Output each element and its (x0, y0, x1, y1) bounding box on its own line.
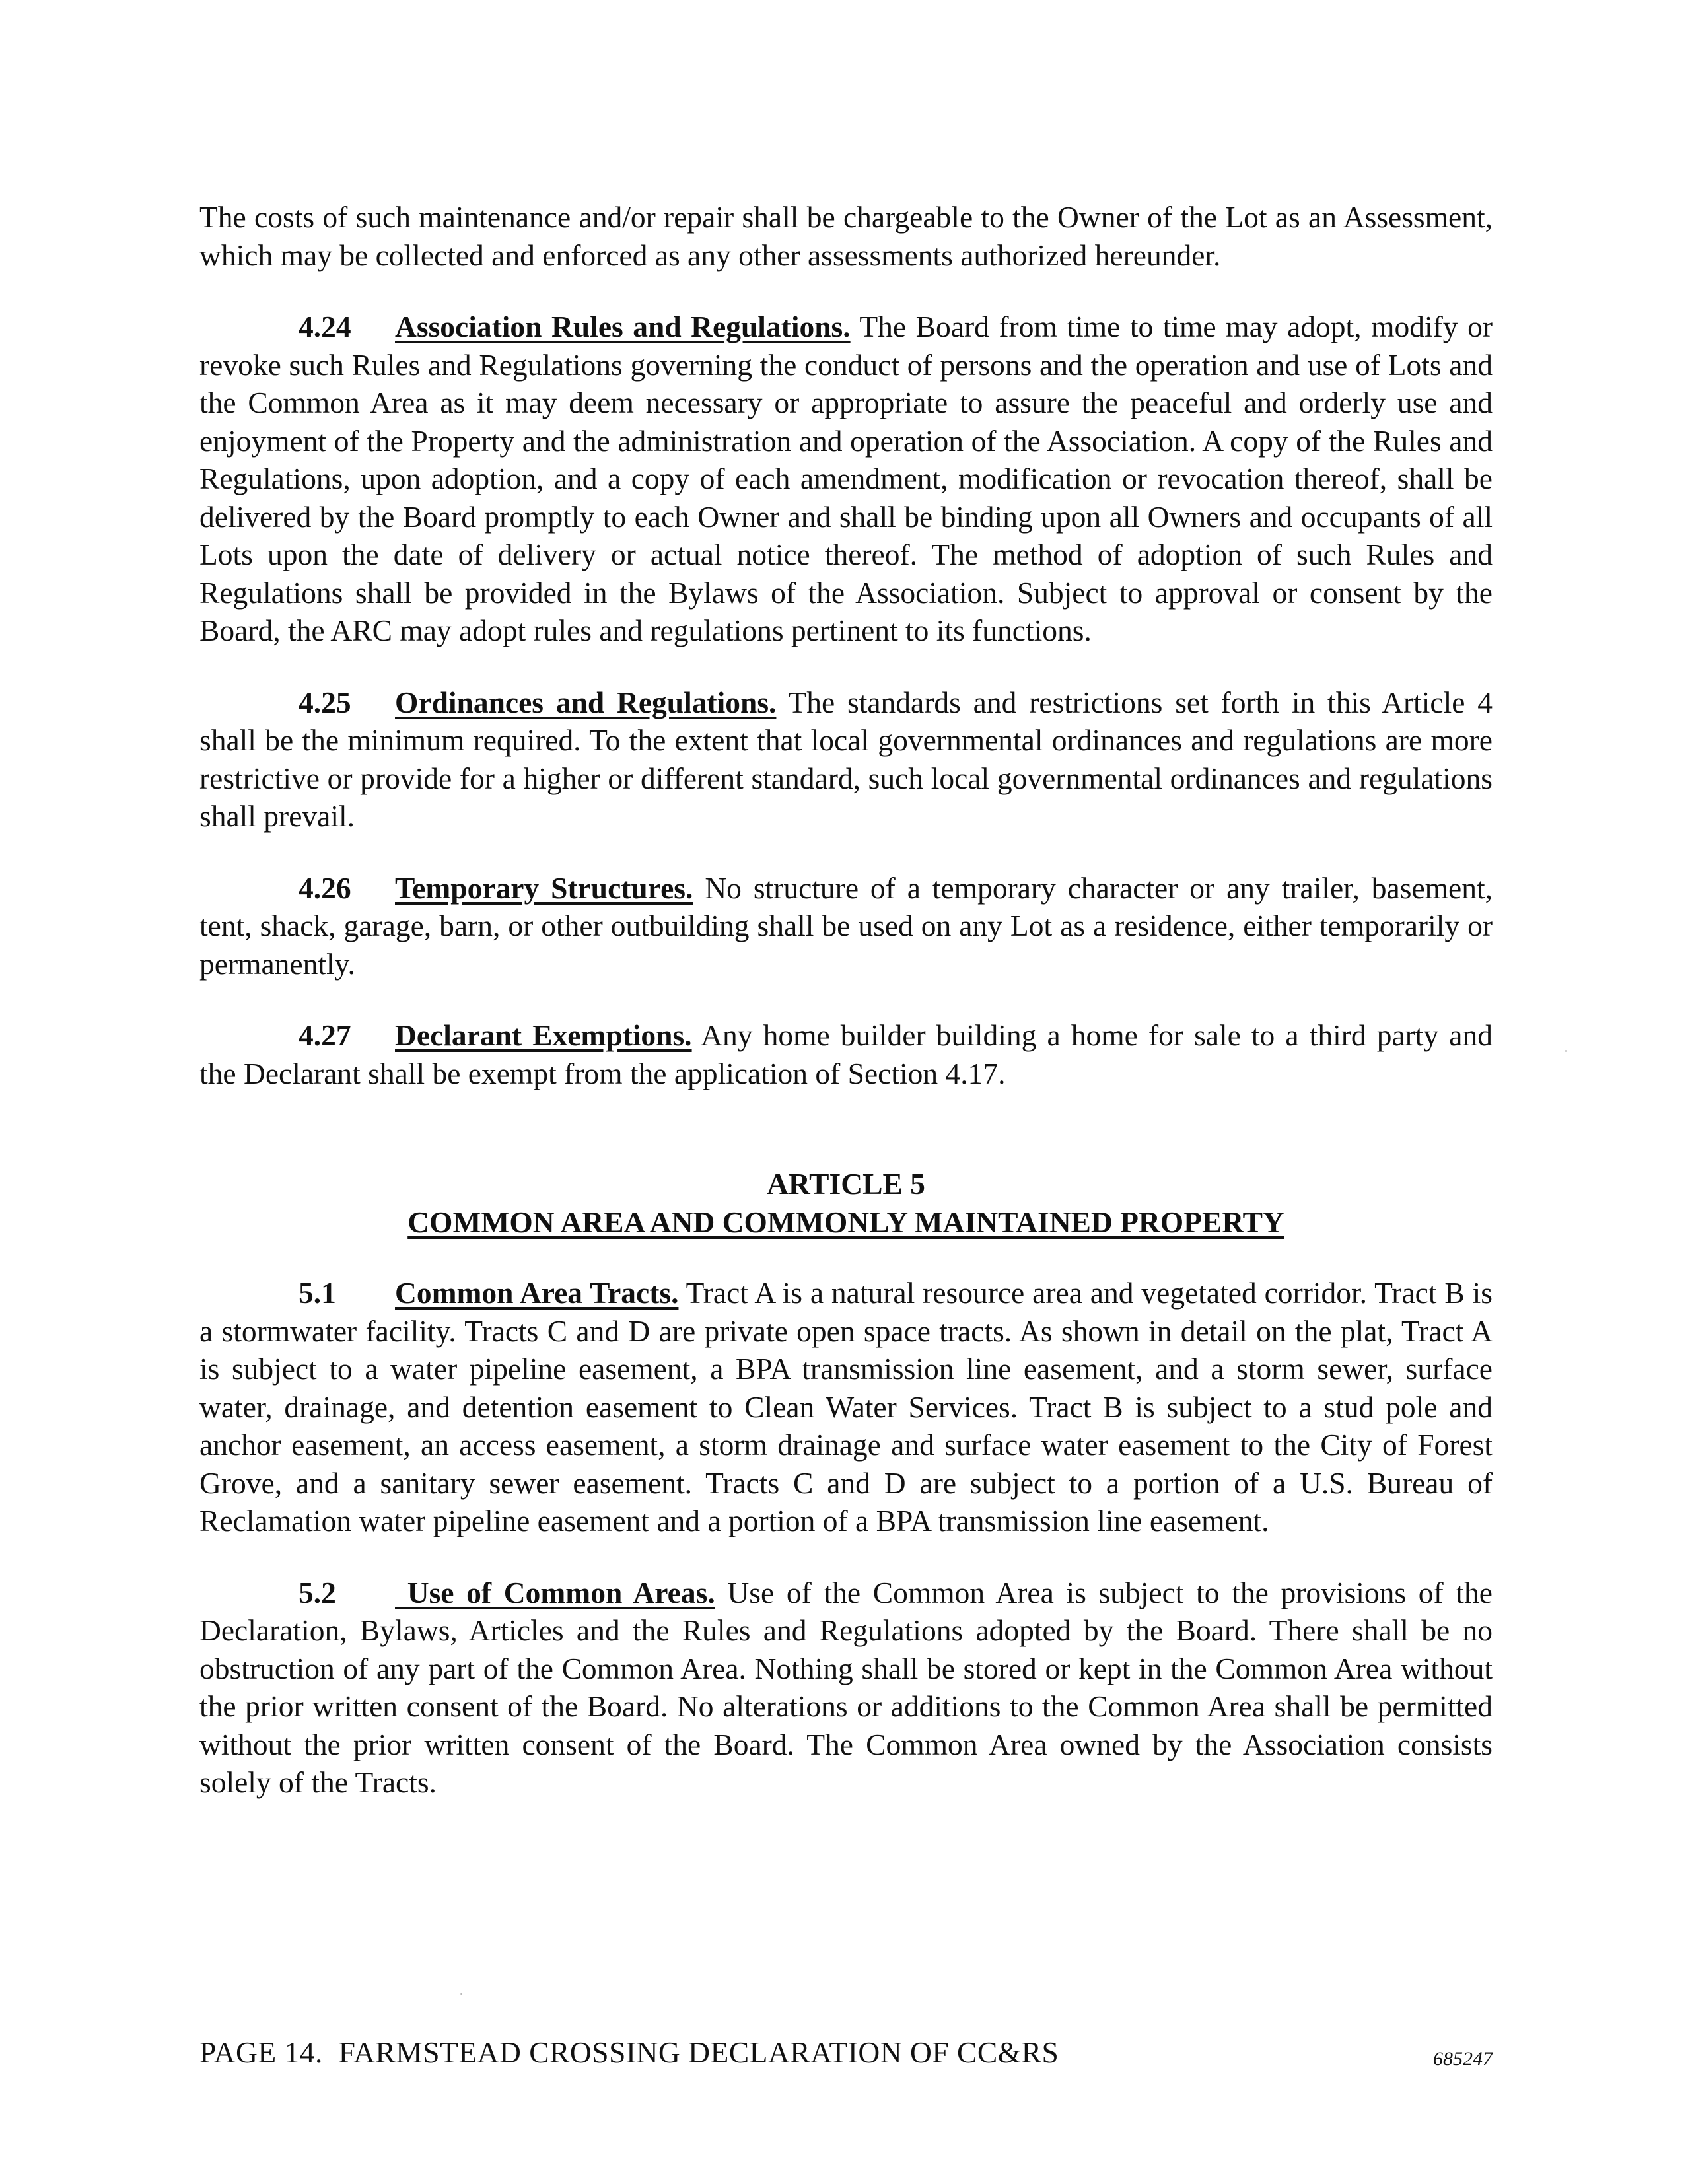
article-heading: ARTICLE 5 (767, 1167, 925, 1201)
section-number: 5.2 (299, 1575, 336, 1609)
section-title: Common Area Tracts. (395, 1276, 679, 1310)
section-title: Association Rules and Regulations. (395, 310, 851, 343)
section-text: Any home builder building a home for sale to a third party and the Declarant shall be exempt from the application of Section 4.17. (199, 1018, 1493, 1090)
footer-doc-number: 685247 (1433, 2048, 1493, 2070)
scan-speck (1565, 1050, 1567, 1052)
section-4-27 (199, 1016, 1493, 1092)
opening-paragraph: The costs of such maintenance and/or repair shall be chargeable to the Owner of the Lot as an Assessment, which may be collected and enforced as any other assessments authorized hereunder. (199, 200, 1493, 272)
section-text: No structure of a temporary character or any trailer, basement, tent, shack, garage, barn, or other outbuilding shall be used on any Lot as a residence, either temporarily or permanently. (199, 870, 1493, 981)
section-4-24 (199, 308, 1493, 650)
article-heading-block (199, 1165, 1493, 1241)
section-5-1 (199, 1274, 1493, 1540)
scan-speck (460, 1993, 462, 1995)
section-title: Temporary Structures. (395, 870, 693, 905)
section-text: The Board from time to time may adopt, modify or revoke such Rules and Regulations governing the conduct of persons and the operation and use of Lots and the Common Area as it may deem necessary or appropriate to assure the peaceful and orderly use and enjoyment of the Property and the administration and operation of the Association. A copy of the Rules and Regulations, upon adoption, and a copy of each amendment, modification or revocation thereof, shall be delivered by the Board promptly to each Owner and shall be binding upon all Owners and occupants of all Lots upon the date of delivery or actual notice thereof. The method of adoption of such Rules and Regulations shall be provided in the Bylaws of the Association. Subject to approval or consent by the Board, the ARC may adopt rules and regulations pertinent to its functions. (199, 310, 1493, 647)
section-text: Tract A is a natural resource area and vegetated corridor. Tract B is a stormwater facility. Tracts C and D are private open space tracts. As shown in detail on the plat, Tract A is subject to a water pipeline easement, a BPA transmission line easement, and a storm sewer, surface water, drainage, and detention easement to Clean Water Services. Tract B is subject to a stud pole and anchor easement, an access easement, a storm drainage and surface water easement to the City of Forest Grove, and a sanitary sewer easement. Tracts C and D are subject to a portion of a U.S. Bureau of Reclamation water pipeline easement and a portion of a BPA transmission line easement. (199, 1276, 1493, 1537)
document-body (199, 198, 1493, 1835)
footer-page-label: PAGE 14. FARMSTEAD CROSSING DECLARATION OF CC&RS (199, 2035, 1059, 2069)
section-5-2 (199, 1574, 1493, 1802)
section-text: Use of the Common Area is subject to the provisions of the Declaration, Bylaws, Articles and the Rules and Regulations adopted by the Board. There shall be no obstruction of any part of the Common Area. Nothing shall be stored or kept in the Common Area without the prior written consent of the Board. No alterations or additions to the Common Area shall be permitted without the prior written consent of the Board. The Common Area owned by the Association consists solely of the Tracts. (199, 1575, 1493, 1799)
article-subheading: COMMON AREA AND COMMONLY MAINTAINED PROPERTY (407, 1205, 1284, 1239)
section-title: Ordinances and Regulations. (395, 685, 777, 719)
section-4-26 (199, 869, 1493, 983)
section-number: 5.1 (299, 1276, 336, 1310)
section-title: Use of Common Areas. (395, 1575, 715, 1609)
section-text: The standards and restrictions set forth in this Article 4 shall be the minimum required. To the extent that local governmental ordinances and regulations are more restrictive or provide for a higher or different standard, such local governmental ordinances and regulations shall prevail. (199, 685, 1493, 833)
section-number: 4.26 (299, 870, 351, 905)
section-number: 4.27 (299, 1018, 351, 1052)
section-4-25 (199, 684, 1493, 835)
section-number: 4.24 (299, 310, 351, 343)
section-title: Declarant Exemptions. (395, 1018, 692, 1052)
section-number: 4.25 (299, 685, 351, 719)
